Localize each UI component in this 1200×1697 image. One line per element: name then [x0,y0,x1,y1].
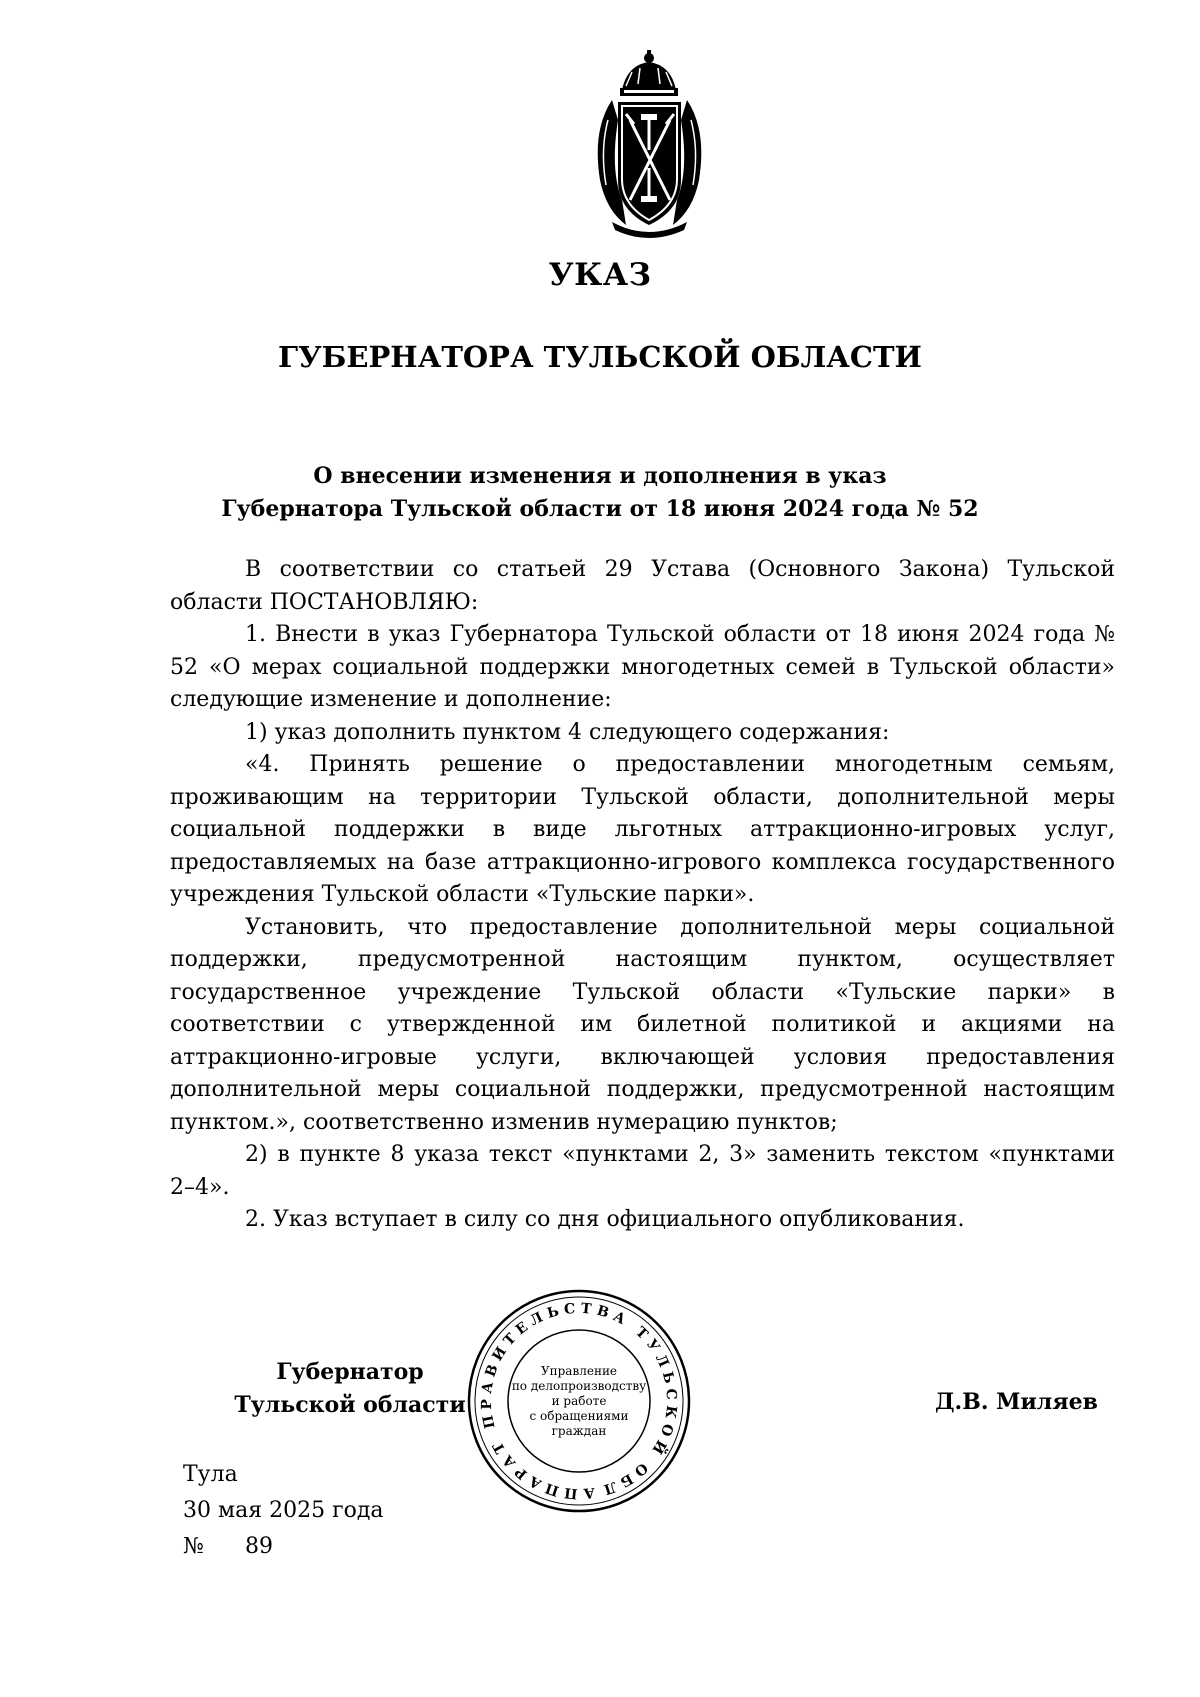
paragraph-item-2: 2. Указ вступает в силу со дня официального опубликования. [245,1207,965,1232]
paragraph-subitem-1: 1) указ дополнить пунктом 4 следующего содержания: [245,719,890,745]
signatory-role [220,1356,480,1421]
paragraph-new-point-4: «4. Принять решение о предоставлении многодетным семьям, проживающим на территории Тульской области, дополнительной меры социальной поддержки в виде льготных аттракционно-игровых услуг, предоставляемых на базе аттракционно-игрового комплекса государственного учреждения Тульской области «Тульские парки». [170,752,1115,907]
svg-text:АППАРАТ ПРАВИТЕЛЬСТВА ТУЛЬСКОЙ: АППАРАТ ПРАВИТЕЛЬСТВА ТУЛЬСКОЙ ОБЛАСТИ [478,1300,680,1502]
document-subject [0,460,1200,526]
signatory-role-line-1: Губернатор [276,1359,424,1385]
document-title: УКАЗ [548,257,652,293]
issue-date: 30 мая 2025 года [183,1498,384,1523]
issue-number-label: № [183,1534,204,1559]
paragraph-preamble: В соответствии со статьей 29 Устава (Основного Закона) Тульской области ПОСТАНОВЛЯЮ: [170,557,1115,615]
official-seal-stamp [465,1287,693,1515]
subject-line-2: Губернатора Тульской области от 18 июня 2024 года № 52 [221,496,979,522]
issue-number-row [183,1529,384,1565]
document-issuer: ГУБЕРНАТОРА ТУЛЬСКОЙ ОБЛАСТИ [278,340,922,374]
seal-center-line: Управление [540,1364,618,1378]
signatory-name: Д.В. Миляев [935,1389,1098,1415]
seal-center-line: с обращениями [529,1409,629,1423]
issue-details [183,1457,384,1565]
document-body [170,554,1115,1237]
paragraph-item-1: 1. Внести в указ Губернатора Тульской области от 18 июня 2024 года № 52 «О мерах социальной поддержки многодетных семей в Тульской области» следующие изменение и дополнение: [170,622,1115,712]
seal-center-line: и работе [551,1394,607,1408]
seal-center-line: по делопроизводству [511,1379,647,1393]
seal-center-line: граждан [551,1424,607,1438]
coat-of-arms-icon [582,50,717,240]
paragraph-establish: Установить, что предоставление дополнительной меры социальной поддержки, предусмотренной настоящим пунктом, осуществляет государственное учреждение Тульской области «Тульские парки» в соответствии с утвержденной им билетной политикой и акциями на аттракционно-игровые услуги, включающей условия предоставления дополнительной меры социальной поддержки, предусмотренной настоящим пунктом.», соответственно изменив нумерацию пунктов; [170,914,1115,1135]
subject-line-1: О внесении изменения и дополнения в указ [313,463,887,489]
issue-city: Тула [183,1462,238,1487]
paragraph-subitem-2: 2) в пункте 8 указа текст «пунктами 2, 3» заменить текстом «пунктами 2–4». [170,1142,1115,1200]
issue-number: 89 [245,1534,273,1559]
signatory-role-line-2: Тульской области [234,1391,466,1418]
